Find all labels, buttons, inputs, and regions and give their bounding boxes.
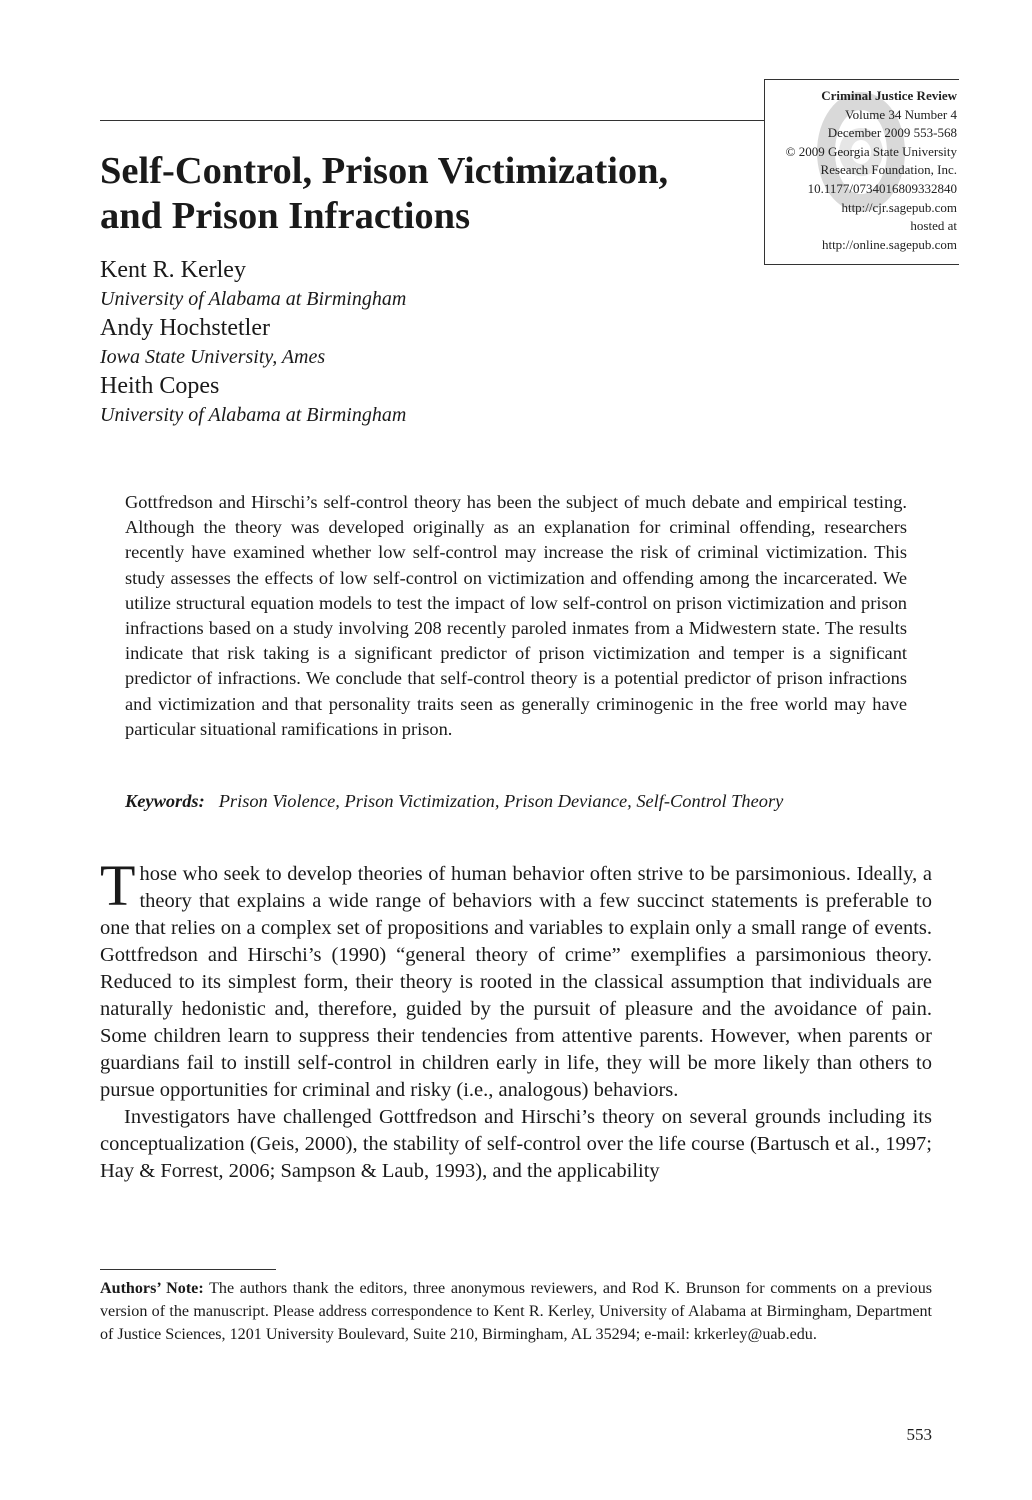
journal-doi: 10.1177/0734016809332840 — [807, 180, 957, 196]
author-list — [100, 254, 406, 428]
article-title-line1: Self-Control, Prison Victimization, — [100, 150, 669, 192]
article-title-line2: and Prison Infractions — [100, 195, 471, 237]
journal-date-pages: December 2009 553-568 — [827, 125, 957, 141]
journal-copyright: © 2009 Georgia State University — [785, 143, 957, 159]
body-paragraph: Investigators have challenged Gottfredson and Hirschi’s theory on several grounds including its conceptualization (Geis, 2000), the stability of self-control over the life course (Bartusch et al., 1997; Hay & Forrest, 2006; Sampson & Laub, 1993), and the applicability — [100, 1106, 932, 1182]
journal-hosted-at: hosted at — [910, 218, 957, 234]
keywords-label: Keywords: — [125, 791, 205, 811]
body-paragraph-1-text: hose who seek to develop theories of human behavior often strive to be parsimonious. Ideally, a theory that explains a wide range of behaviors with a few succinct statements is preferable to one that relies on a complex set of propositions and variables to explain only a small range of events. Gottfredson and Hirschi’s (1990) “general theory of crime” exemplifies a parsimonious theory. Reduced to its simplest form, their theory is rooted in the classical assumption that individuals are naturally hedonistic and, therefore, guided by the pursuit of pleasure and the avoidance of pain. Some children learn to suppress their tendencies from attentive parents. However, when parents or guardians fail to instill self-control in children early in life, they will be more likely than others to pursue opportunities for criminal and risky (i.e., analogous) behaviors. — [100, 863, 932, 1101]
journal-publisher: Research Foundation, Inc. — [820, 162, 957, 178]
abstract: Gottfredson and Hirschi’s self-control theory has been the subject of much debate and empirical testing. Although the theory was developed originally as an explanation for criminal offending, researchers recently have examined whether low self-control may increase the risk of criminal victimization. This study assesses the effects of low self-control on victimization and offending among the incarcerated. We utilize structural equation models to test the impact of low self-control on prison victimization and prison infractions based on a study involving 208 recently paroled inmates from a Midwestern state. The results indicate that risk taking is a significant predictor of prison victimization and temper is a significant predictor of infractions. We conclude that self-control theory is a potential predictor of prison infractions and victimization and that personality traits seen as generally criminogenic in the free world may have particular situational ramifications in prison. — [125, 492, 907, 739]
keywords — [125, 789, 925, 814]
drop-cap: T — [100, 853, 136, 918]
journal-name: Criminal Justice Review — [821, 88, 957, 103]
journal-info-lines — [786, 87, 957, 254]
author-name: Andy Hochstetler — [100, 315, 270, 341]
journal-url[interactable]: http://cjr.sagepub.com — [841, 199, 957, 215]
journal-volume: Volume 34 Number 4 — [844, 106, 957, 122]
article-title — [100, 149, 750, 239]
page-number: 553 — [906, 1425, 932, 1444]
authors-note-text: The authors thank the editors, three anonymous reviewers, and Rod K. Brunson for comments on a previous version of the manuscript. Please address correspondence to Kent R. Kerley, University of Alabama at Birmingham, Department of Justice Sciences, 1201 University Boulevard, Suite 210, Birmingham, AL 35294; e-mail: krkerley@uab.edu. — [100, 1280, 933, 1343]
author-affiliation: University of Alabama at Birmingham — [100, 404, 407, 426]
authors-note-label: Authors’ Note: — [100, 1280, 204, 1297]
body-paragraph — [100, 853, 932, 1104]
author-affiliation: University of Alabama at Birmingham — [100, 288, 407, 310]
author-affiliation: Iowa State University, Ames — [100, 346, 326, 368]
keywords-list: Prison Violence, Prison Victimization, Prison Deviance, Self-Control Theory — [218, 791, 784, 811]
body-text — [100, 853, 932, 1185]
authors-note — [100, 1277, 932, 1346]
top-rule — [100, 120, 764, 121]
author-name: Heith Copes — [100, 373, 220, 399]
journal-info-box — [764, 79, 959, 265]
author-name: Kent R. Kerley — [100, 257, 246, 283]
journal-online-url[interactable]: http://online.sagepub.com — [821, 236, 957, 252]
footnote-rule — [100, 1269, 276, 1270]
